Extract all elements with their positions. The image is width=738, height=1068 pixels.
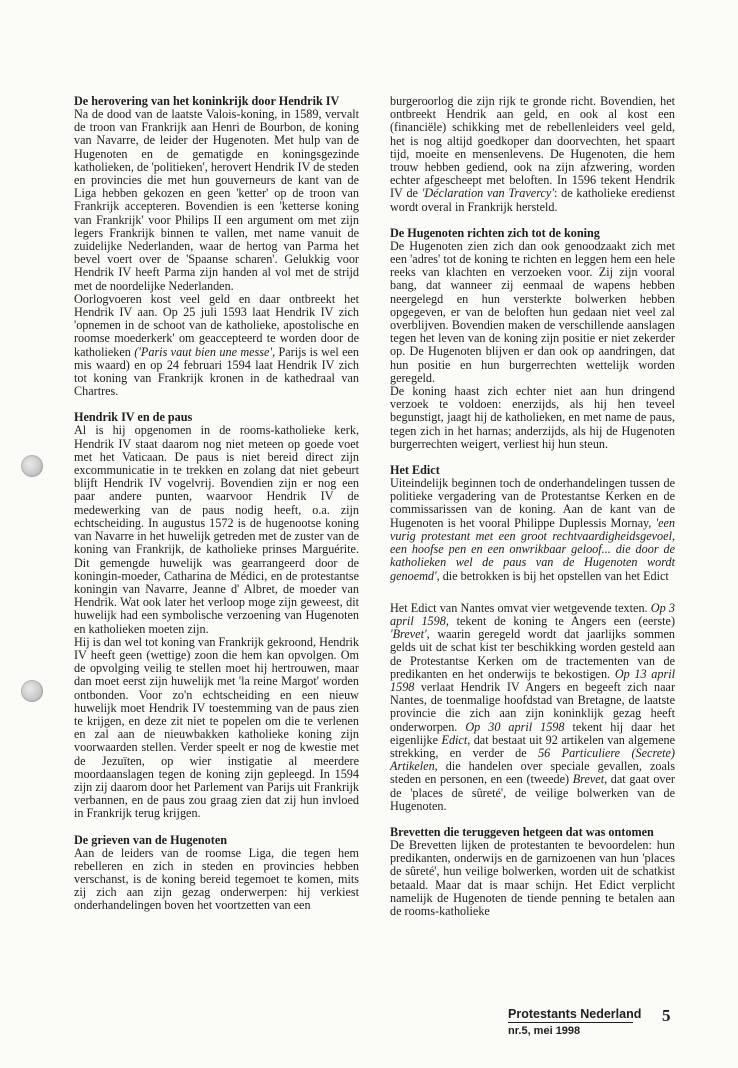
paragraph: burgeroorlog die zijn rijk te gronde richt. Bovendien, het ontbreekt Hendrik aan geld, en ook al kost een (financiële) schikking met de rebellenleiders veel geld, het is nog altijd goedkoper dan doorvechten, het spaart tijd, moeite en mensenlevens. De Hugenoten, die hem trouw hebben gediend, ook na zijn afzwering, worden echter afgescheept met beloften. In 1596 tekent Hendrik IV de 'Déclaration van Travercy': de katholieke eredienst wordt overal in Frankrijk hersteld. bbox=[390, 94, 675, 214]
heading-hendrik-en-paus: Hendrik IV en de paus bbox=[74, 410, 193, 425]
heading-edict: Het Edict bbox=[390, 463, 440, 478]
footer-rule bbox=[508, 1022, 633, 1023]
magazine-title: Protestants Nederland bbox=[508, 1007, 642, 1021]
paragraph: De Brevetten lijken de protestanten te bevoordelen: hun predikanten, onderwijs en de garnizoenen van hun 'places de sûreté', hun veilige bolwerken, worden uit de schatkist betaald. Maar dat is maar schijn. Het Edict verplicht namelijk de Hugenoten de tiende penning te betalen aan de rooms-katholieke bbox=[390, 837, 675, 918]
paragraph: Uiteindelijk beginnen toch de onderhandelingen tussen de politieke vergadering van de Protestantse Kerken en de commissarissen van de koning. Aan de kant van de Hugenoten is het vooral Philippe Duplessis Mornay, 'een vurig protestant met een groot rechtvaardigheidsgevoel, een hoofse pen en een onwrikbaar geloof... die door de katholieken wel de paus van de Hugenoten wordt genoemd', die betrokken is bij het opstellen van het Edict bbox=[390, 476, 675, 583]
heading-brevetten: Brevetten die teruggeven hetgeen dat was ontomen bbox=[390, 824, 654, 839]
punch-hole-top bbox=[21, 455, 43, 477]
footer bbox=[508, 1007, 688, 1038]
paragraph: Hij is dan wel tot koning van Frankrijk gekroond, Hendrik IV heeft geen (wettige) zoon die hem kan opvolgen. Om de opvolging veilig te stellen moet hij hertrouwen, maar dan moet eerst zijn huwelijk met 'la reine Margot' worden ontbonden. Voor zo'n echtscheiding en een nieuw huwelijk moet Hendrik IV toestemming van de paus zien te krijgen, en deze zit niet te popelen om die te verlenen en zal aan de nieuwbakken katholieke koning zijn voorwaarden stellen. Verder speelt er nog de kwestie met de Jezuïten, op wier instigatie al meerdere moordaanslagen tegen de koning zijn gepleegd. In 1594 zijn zij daarom door het Parlement van Parijs uit Frankrijk verbannen, en de paus zou graag zien dat zij hun invloed in Frankrijk terug krijgen. bbox=[74, 634, 360, 821]
paragraph: De Hugenoten zien zich dan ook genoodzaakt zich met een 'adres' tot de koning te richten en leggen hem een hele reeks van klachten en verzoeken voor. Zij zijn vooral bang, dat wanneer zij eenmaal de wapens hebben neergelegd en hun versterkte bolwerken hebben opgegeven, er van de beloften hun gedaan niet veel zal overblijven. Bovendien maken de verschillende aanslagen tegen het leven van de koning zijn positie er niet zekerder op. De Hugenoten blijven er dan ook op aandringen, dat hun positie en hun burgerrechten wettelijk worden geregeld. bbox=[390, 238, 675, 385]
paragraph: De koning haast zich echter niet aan hun dringend verzoek te voldoen: enerzijds, als hij hen teveel begunstigt, jaagt hij de katholieken, en met name de paus, tegen zich in het harnas; anderzijds, als hij de Hugenoten burgerrechten weigert, verliest hij hun steun. bbox=[390, 384, 675, 451]
heading-hugenoten-koning: De Hugenoten richten zich tot de koning bbox=[390, 225, 600, 240]
page-number: 5 bbox=[662, 1006, 671, 1025]
punch-hole-bottom bbox=[21, 680, 43, 702]
paragraph: Het Edict van Nantes omvat vier wetgevende texten. Op 3 april 1598, tekent de koning te Angers een (eerste) 'Brevet', waarin geregeld wordt dat jaarlijks sommen gelds uit de schat kist ter beschikking worden gesteld aan de Protestantse Kerken om de tractementen van de predikanten en het onderwijs te bekostigen. Op 13 april 1598 verlaat Hendrik IV Angers en begeeft zich naar Nantes, de toenmalige hoofdstad van Bretagne, de laatste provincie die zich aan zijn koninklijk gezag heeft onderworpen. Op 30 april 1598 tekent hij daar het eigenlijke Edict, dat bestaat uit 92 artikelen van algemene strekking, en verder de 56 Particuliere (Secrete) Artikelen, die handelen over speciale gevallen, zoals steden en personen, en een (tweede) Brevet, dat gaat over de 'places de sûreté', de veilige bolwerken van de Hugenoten. bbox=[390, 600, 676, 813]
paragraph: Na de dood van de laatste Valois-koning, in 1589, vervalt de troon van Frankrijk aan Henri de Bourbon, de koning van Navarre, de leider der Hugenoten. Met hulp van de Hugenoten en de gematigde en koningsgezinde katholieken, de 'politieken', herovert Hendrik IV de steden en provincies die met hun gouverneurs de kant van de Liga hebben gekozen en geen 'ketter' op de troon van Frankrijk accepteren. Bovendien is een 'ketterse koning van Frankrijk' voor Philips II een argument om met zijn legers Frankrijk binnen te vallen, met name vanuit de zuidelijke Nederlanden, waar de hertog van Parma het bevel voert over de 'Spaanse scharen'. Gelukkig voor Hendrik IV heeft Parma zijn handen al vol met de strijd met de noordelijke Nederlanden. bbox=[74, 107, 359, 293]
right-column bbox=[390, 95, 675, 918]
paragraph: Oorlogvoeren kost veel geld en daar ontbreekt het Hendrik IV aan. Op 25 juli 1593 laat Hendrik IV zich 'opnemen in de schoot van de katholieke, apostolische en roomse moederkerk' om geaccepteerd te worden door de katholieken ('Paris vaut bien une messe', Parijs is wel een mis waard) en op 24 februari 1594 laat Hendrik IV zich tot koning van Frankrijk kronen in de kathedraal van Chartres. bbox=[74, 291, 360, 399]
heading-herovering: De herovering van het koninkrijk door Hendrik IV bbox=[74, 94, 340, 108]
paragraph: Aan de leiders van de roomse Liga, die tegen hem rebelleren en zich in steden en provincies hebben verschanst, is de koning bereid tegemoet te komen, mits zij zich aan zijn gezag onderwerpen: hij verkiest onderhandelingen boven het voortzetten van een bbox=[74, 845, 359, 913]
left-column bbox=[74, 95, 359, 913]
heading-grieven: De grieven van de Hugenoten bbox=[74, 832, 228, 847]
issue-label: nr.5, mei 1998 bbox=[508, 1025, 581, 1037]
paragraph: Al is hij opgenomen in de rooms-katholieke kerk, Hendrik IV staat daarom nog niet meteen op goede voet met het Vaticaan. De paus is niet bereid direct zijn excommunicatie in te trekken en zolang dat niet gebeurt blijft Hendrik IV vogelvrij. Bovendien zijn er nog een paar andere punten, waarvoor Hendrik IV de medewerking van de paus nodig heeft, o.a. zijn echtscheiding. In augustus 1572 is de hugenootse koning van Navarre in het huwelijk getreden met de zuster van de koning van Frankrijk, de katholieke prinses Marguérite. Dit gemengde huwelijk was gearrangeerd door de koningin-moeder, Catharina de Médici, en de protestantse koningin van Navarre, Jeanne d' Albret, de moeder van Hendrik. Wat ook later het verloop moge zijn geweest, dit huwelijk had een symbolische verzoening van Hugenoten en katholieken moeten zijn. bbox=[74, 423, 359, 636]
